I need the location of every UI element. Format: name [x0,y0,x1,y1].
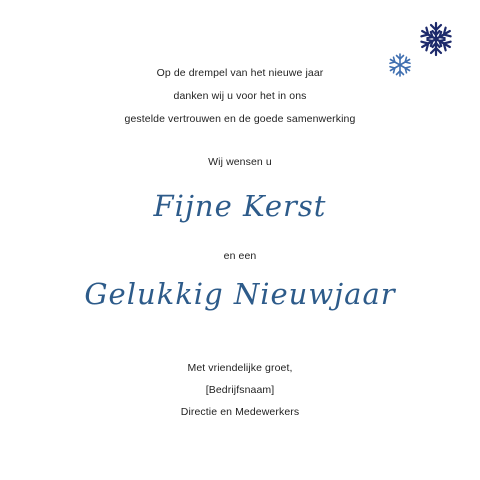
company-name: [Bedrijfsnaam] [205,384,275,396]
closing-salutation: Met vriendelijke groet, [187,362,293,374]
greeting-line-2: danken wij u voor het in ons [173,90,307,102]
headline-christmas: Fijne Kerst [153,189,327,223]
signature: Directie en Medewerkers [180,406,300,418]
greeting-line-1: Op de drempel van het nieuwe jaar [156,67,324,79]
headline-new-year: Gelukkig Nieuwjaar [84,277,396,311]
connector-text: en een [223,250,257,262]
greeting-line-3: gestelde vertrouwen en de goede samenwerking [124,113,356,125]
snowflake-large-icon [417,20,455,58]
wish-intro: Wij wensen u [208,156,272,168]
